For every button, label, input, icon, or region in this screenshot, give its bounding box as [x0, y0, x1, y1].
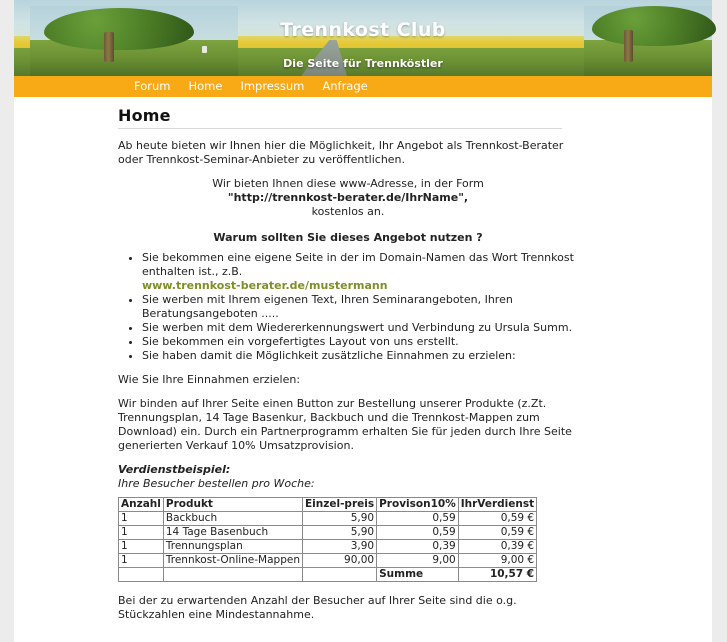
page-column — [14, 0, 712, 642]
example-subtitle: Ihre Besucher bestellen pro Woche: — [118, 477, 315, 490]
why-heading: Warum sollten Sie dieses Angebot nutzen ? — [213, 231, 483, 244]
cell-einzelpreis: 5,90 — [303, 512, 377, 526]
page-title: Home — [118, 106, 171, 125]
column-header-ihrverdienst: IhrVerdienst — [458, 498, 536, 512]
nav-item-impressum[interactable]: Impressum — [240, 79, 305, 93]
benefit-text: Sie werben mit Ihrem eigenen Text, Ihren Seminarangeboten, Ihren Beratungsangeboten ..... — [142, 293, 513, 320]
list-item — [142, 349, 578, 363]
benefit-text: Sie bekommen eine eigene Seite in der im Domain-Namen das Wort Trennkost enthalten ist., z.B. — [142, 251, 574, 278]
cell-provision: 0,39 — [377, 540, 459, 554]
cell-anzahl: 1 — [119, 540, 164, 554]
cell-produkt: Trennungsplan — [163, 540, 302, 554]
offer-line-3: kostenlos an. — [311, 205, 385, 218]
list-item — [142, 335, 578, 349]
example-title: Verdienstbeispiel: — [118, 463, 231, 476]
table-head — [119, 498, 537, 512]
main-navigation — [14, 76, 712, 97]
closing-paragraph: Bei der zu erwartenden Anzahl der Besucher auf Ihrer Seite sind die o.g. Stückzahlen eine Mindestannahme. — [118, 594, 517, 621]
cell-einzelpreis: 5,90 — [303, 526, 377, 540]
table-row — [119, 526, 537, 540]
cell-empty-preis — [303, 568, 377, 582]
benefit-text: Sie bekommen ein vorgefertigtes Layout von uns erstellt. — [142, 335, 459, 348]
cell-provision: 9,00 — [377, 554, 459, 568]
example-domain-link[interactable]: www.trennkost-berater.de/mustermann — [142, 279, 388, 292]
nav-item-forum[interactable]: Forum — [134, 79, 171, 93]
table-row — [119, 554, 537, 568]
cell-verdienst: 9,00 € — [458, 554, 536, 568]
table-header-row — [119, 498, 537, 512]
table-summary-row — [119, 568, 537, 582]
cell-empty-anzahl — [119, 568, 164, 582]
column-header-produkt: Produkt — [163, 498, 302, 512]
cell-empty-produkt — [163, 568, 302, 582]
benefit-text: Sie werben mit dem Wiedererkennungswert und Verbindung zu Ursula Summ. — [142, 321, 573, 334]
offer-domain-example: "http://trennkost-berater.de/IhrName", — [227, 191, 469, 204]
cell-provision: 0,59 — [377, 526, 459, 540]
cell-einzelpreis: 90,00 — [303, 554, 377, 568]
content-inner — [118, 106, 578, 622]
nav-item-anfrage[interactable]: Anfrage — [322, 79, 368, 93]
offer-block — [118, 177, 578, 219]
summary-value: 10,57 € — [458, 568, 536, 582]
cell-anzahl: 1 — [119, 512, 164, 526]
cell-verdienst: 0,59 € — [458, 526, 536, 540]
cell-produkt: Trennkost-Online-Mappen — [163, 554, 302, 568]
column-header-anzahl: Anzahl — [119, 498, 164, 512]
offer-line-1: Wir bieten Ihnen diese www-Adresse, in der Form — [212, 177, 484, 190]
nav-item-home[interactable]: Home — [188, 79, 223, 93]
site-subtitle: Die Seite für Trennköstler — [283, 57, 443, 70]
list-item — [142, 293, 578, 321]
howto-heading: Wie Sie Ihre Einnahmen erzielen: — [118, 373, 301, 386]
cell-verdienst: 0,39 € — [458, 540, 536, 554]
table-row — [119, 512, 537, 526]
benefit-text: Sie haben damit die Möglichkeit zusätzliche Einnahmen zu erzielen: — [142, 349, 516, 362]
summary-label: Summe — [377, 568, 459, 582]
cell-anzahl: 1 — [119, 526, 164, 540]
main-content — [14, 97, 712, 642]
list-item — [142, 251, 578, 293]
cell-verdienst: 0,59 € — [458, 512, 536, 526]
earnings-table — [118, 497, 537, 582]
site-banner — [14, 0, 712, 76]
banner-path-marker — [202, 46, 207, 53]
table-row — [119, 540, 537, 554]
cell-produkt: 14 Tage Basenbuch — [163, 526, 302, 540]
benefits-list — [118, 251, 578, 363]
site-title: Trennkost Club — [280, 19, 446, 41]
howto-body: Wir binden auf Ihrer Seite einen Button zur Bestellung unserer Produkte (z.Zt. Trennungsplan, 14 Tage Basenkur, Backbuch und die Trennkost-Mappen zum Download) ein. Durch ein Partnerprogramm erhalten Sie für jeden durch Ihre Seite generierten Verkauf 10% Umsatzprovision. — [118, 397, 572, 452]
column-header-provision: Provison10% — [377, 498, 459, 512]
table-body — [119, 512, 537, 582]
cell-anzahl: 1 — [119, 554, 164, 568]
intro-paragraph: Ab heute bieten wir Ihnen hier die Möglichkeit, Ihr Angebot als Trennkost-Berater oder Trennkost-Seminar-Anbieter zu veröffentlichen. — [118, 139, 564, 166]
column-header-einzelpreis: Einzel-preis — [303, 498, 377, 512]
list-item — [142, 321, 578, 335]
cell-produkt: Backbuch — [163, 512, 302, 526]
cell-einzelpreis: 3,90 — [303, 540, 377, 554]
title-divider — [118, 128, 562, 129]
cell-provision: 0,59 — [377, 512, 459, 526]
